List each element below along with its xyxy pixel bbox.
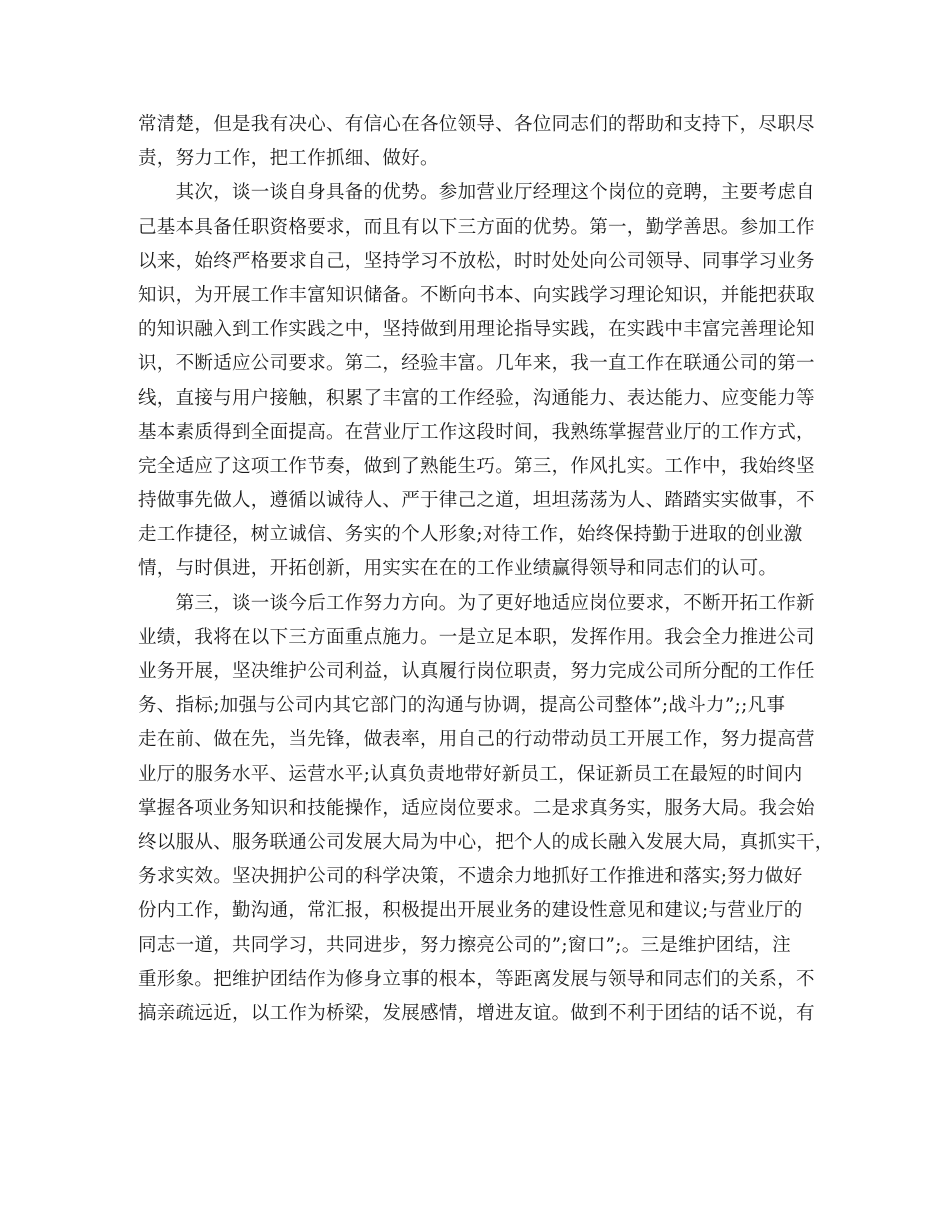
- text-line: 重形象。把维护团结作为修身立事的根本，等距离发展与领导和同志们的关系，不: [138, 968, 815, 990]
- text-line: 第三，谈一谈今后工作努力方向。为了更好地适应岗位要求，不断开拓工作新: [138, 592, 815, 614]
- text-line: 走在前、做在先，当先锋，做表率，用自己的行动带动员工开展工作，努力提高营: [138, 729, 815, 751]
- text-line: 完全适应了这项工作节奏，做到了熟能生巧。第三，作风扎实。工作中，我始终坚: [138, 455, 815, 477]
- text-line: 业厅的服务水平、运营水平;认真负责地带好新员工，保证新员工在最短的时间内: [138, 763, 803, 785]
- text-line: 常清楚，但是我有决心、有信心在各位领导、各位同志们的帮助和支持下，尽职尽: [138, 114, 815, 135]
- text-line: 以来，始终严格要求自己，坚持学习不放松，时时处处向公司领导、同事学习业务: [138, 250, 815, 272]
- text-line: 掌握各项业务知识和技能操作，适应岗位要求。二是求真务实，服务大局。我会始: [138, 797, 815, 819]
- text-line: 务、指标;加强与公司内其它部门的沟通与协调，提高公司整体”;战斗力”;;凡事: [138, 695, 786, 717]
- text-line: 的知识融入到工作实践之中，坚持做到用理论指导实践，在实践中丰富完善理论知: [138, 319, 815, 341]
- text-line: 其次，谈一谈自身具备的优势。参加营业厅经理这个岗位的竞聘，主要考虑自: [138, 182, 815, 204]
- text-line: 份内工作，勤沟通，常汇报，积极提出开展业务的建设性意见和建议;与营业厅的: [138, 900, 803, 922]
- text-line: 搞亲疏远近，以工作为桥梁，发展感情，增进友谊。做到不利于团结的话不说，有: [138, 1002, 815, 1024]
- text-line: 基本素质得到全面提高。在营业厅工作这段时间，我熟练掌握营业厅的工作方式，: [138, 421, 815, 443]
- text-line: 线，直接与用户接触，积累了丰富的工作经验，沟通能力、表达能力、应变能力等: [138, 387, 815, 409]
- text-line: 情，与时俱进，开拓创新，用实实在在的工作业绩赢得领导和同志们的认可。: [138, 558, 778, 580]
- text-line: 务求实效。坚决拥护公司的科学决策，不遗余力地抓好工作推进和落实;努力做好: [138, 866, 803, 888]
- text-line: 走工作捷径，树立诚信、务实的个人形象;对待工作，始终保持勤于进取的创业激: [138, 524, 803, 546]
- body-text: [138, 108, 834, 1031]
- text-line: 己基本具备任职资格要求，而且有以下三方面的优势。第一，勤学善思。参加工作: [138, 216, 815, 238]
- text-line: 业务开展，坚决维护公司利益，认真履行岗位职责，努力完成公司所分配的工作任: [138, 661, 815, 682]
- text-line: 终以服从、服务联通公司发展大局为中心，把个人的成长融入发展大局，真抓实干，: [138, 831, 834, 853]
- text-line: 责，努力工作，把工作抓细、做好。: [138, 148, 439, 170]
- text-line: 同志一道，共同学习，共同进步，努力擦亮公司的”;窗口”;。三是维护团结，注: [138, 934, 791, 956]
- text-line: 知识，为开展工作丰富知识储备。不断向书本、向实践学习理论知识，并能把获取: [138, 284, 815, 306]
- text-line: 识，不断适应公司要求。第二，经验丰富。几年来，我一直工作在联通公司的第一: [138, 353, 815, 375]
- text-line: 持做事先做人，遵循以诚待人、严于律己之道，坦坦荡荡为人、踏踏实实做事，不: [138, 490, 815, 512]
- text-line: 业绩，我将在以下三方面重点施力。一是立足本职，发挥作用。我会全力推进公司: [138, 626, 815, 648]
